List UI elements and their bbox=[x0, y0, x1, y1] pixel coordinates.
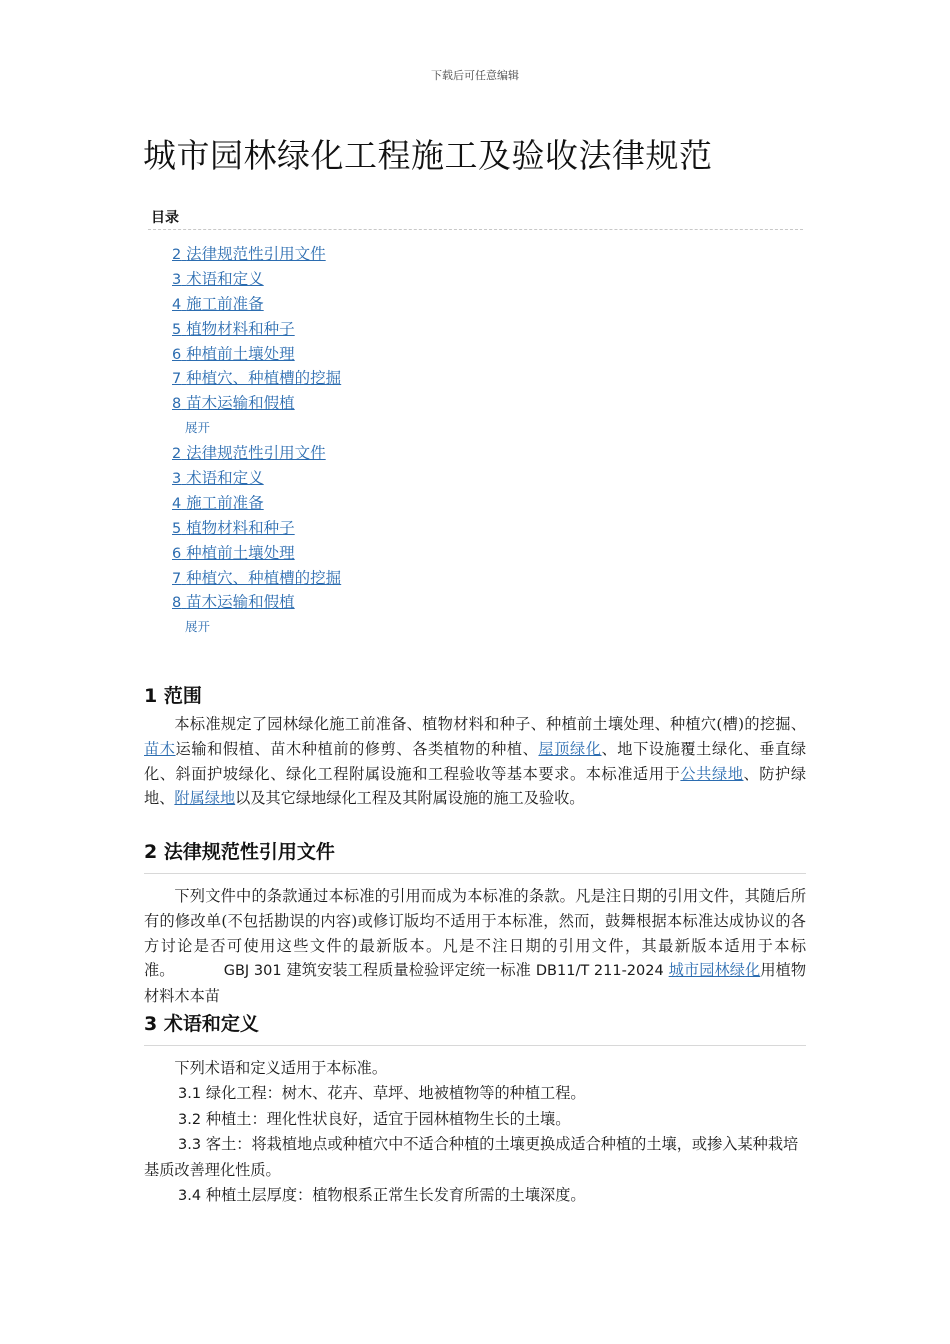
toc-link-plant-materials[interactable]: 5 植物材料和种子 bbox=[172, 319, 295, 338]
toc-link-terms[interactable]: 3 术语和定义 bbox=[172, 469, 264, 488]
toc-link-transport[interactable]: 8 苗木运输和假植 bbox=[172, 593, 295, 612]
toc-divider bbox=[148, 229, 803, 230]
ref-code: DB11/T 211-2024 bbox=[535, 963, 664, 980]
toc-item bbox=[172, 566, 341, 591]
toc-link-references[interactable]: 2 法律规范性引用文件 bbox=[172, 245, 326, 263]
toc-item bbox=[172, 590, 341, 615]
toc-item bbox=[172, 466, 341, 491]
section-paragraph: 下列文件中的条款通过本标准的引用而成为本标准的条款。凡是注日期的引用文件，其随后所有的修改单(不包括勘误的内容)或修订版均不适用于本标准，然而，鼓舞根据本标准达成协议的各方讨论是否可使用这些文件的最新版本。凡是不注日期的引用文件，其最新版本适用于本标准。 GBJ 301 建筑安装工程质量检验评定统一标准 DB11/T 211-2024 城市园林绿化用植物材料木本苗 bbox=[144, 887, 807, 1006]
toc-link-transport[interactable]: 8 苗木运输和假植 bbox=[172, 394, 295, 413]
toc-item bbox=[172, 441, 341, 466]
toc-expand-button[interactable]: 展开 bbox=[185, 619, 211, 635]
toc-link-excavation[interactable]: 7 种植穴、种植槽的挖掘 bbox=[172, 568, 342, 587]
toc-expand-button[interactable]: 展开 bbox=[185, 420, 211, 436]
toc-link-plant-materials[interactable]: 5 植物材料和种子 bbox=[172, 518, 295, 537]
section-divider bbox=[144, 1045, 806, 1046]
section-divider bbox=[144, 873, 806, 874]
section-paragraph: 本标准规定了园林绿化施工前准备、植物材料和种子、种植前土壤处理、种植穴(槽)的挖掘、苗木运输和假植、苗木种植前的修剪、各类植物的种植、屋顶绿化、地下设施覆土绿化、垂直绿化、斜面护坡绿化、绿化工程附属设施和工程验收等基本要求。本标准适用于公共绿地、防护绿地、附属绿地以及其它绿地绿化工程及其附属设施的施工及验收。 bbox=[144, 715, 807, 808]
toc-link-excavation[interactable]: 7 种植穴、种植槽的挖掘 bbox=[172, 369, 342, 388]
section-references bbox=[144, 839, 806, 1009]
toc-link-references[interactable]: 2 法律规范性引用文件 bbox=[172, 444, 326, 463]
terms-intro: 下列术语和定义适用于本标准。 bbox=[174, 1059, 388, 1077]
toc-link-terms[interactable]: 3 术语和定义 bbox=[172, 269, 264, 288]
section-scope bbox=[144, 683, 806, 811]
link-urban-greening[interactable]: 城市园林绿化 bbox=[668, 961, 761, 980]
toc-item bbox=[172, 342, 341, 367]
ref-code: GBJ 301 bbox=[223, 963, 282, 980]
document-title: 城市园林绿化工程施工及验收法律规范 bbox=[143, 136, 713, 175]
toc-item bbox=[172, 516, 341, 541]
toc-link-soil[interactable]: 6 种植前土壤处理 bbox=[172, 543, 295, 562]
section-title: 1 范围 bbox=[144, 685, 202, 707]
toc-link-soil[interactable]: 6 种植前土壤处理 bbox=[172, 344, 295, 363]
toc-item bbox=[172, 267, 341, 292]
link-attached-green[interactable]: 附属绿地 bbox=[174, 789, 236, 808]
toc-heading: 目录 bbox=[151, 210, 179, 226]
toc-item bbox=[172, 541, 341, 566]
toc-item bbox=[172, 292, 341, 317]
toc-item bbox=[172, 366, 341, 391]
term-item: 3.2 种植土：理化性状良好，适宜于园林植物生长的土壤。 bbox=[178, 1109, 571, 1128]
section-title: 2 法律规范性引用文件 bbox=[144, 841, 335, 863]
link-public-green[interactable]: 公共绿地 bbox=[680, 764, 744, 783]
header-watermark: 下载后可任意编辑 bbox=[431, 69, 519, 82]
term-item: 3.4 种植土层厚度：植物根系正常生长发育所需的土壤深度。 bbox=[178, 1185, 586, 1204]
toc-item bbox=[172, 242, 341, 267]
section-title: 3 术语和定义 bbox=[144, 1013, 259, 1035]
toc-item bbox=[172, 391, 341, 416]
link-miaomu[interactable]: 苗木 bbox=[144, 739, 176, 758]
toc-item bbox=[172, 491, 341, 516]
table-of-contents bbox=[172, 242, 341, 640]
section-terms bbox=[144, 1011, 806, 1209]
toc-item bbox=[172, 317, 341, 342]
term-item: 3.1 绿化工程：树木、花卉、草坪、地被植物等的种植工程。 bbox=[178, 1083, 586, 1102]
term-item: 3.3 客土：将栽植地点或种植穴中不适合种植的土壤更换成适合种植的土壤，或掺入某种栽培基质改善理化性质。 bbox=[144, 1135, 799, 1180]
toc-link-preparation[interactable]: 4 施工前准备 bbox=[172, 294, 264, 313]
link-roof-greening[interactable]: 屋顶绿化 bbox=[538, 739, 602, 758]
toc-link-preparation[interactable]: 4 施工前准备 bbox=[172, 493, 264, 512]
